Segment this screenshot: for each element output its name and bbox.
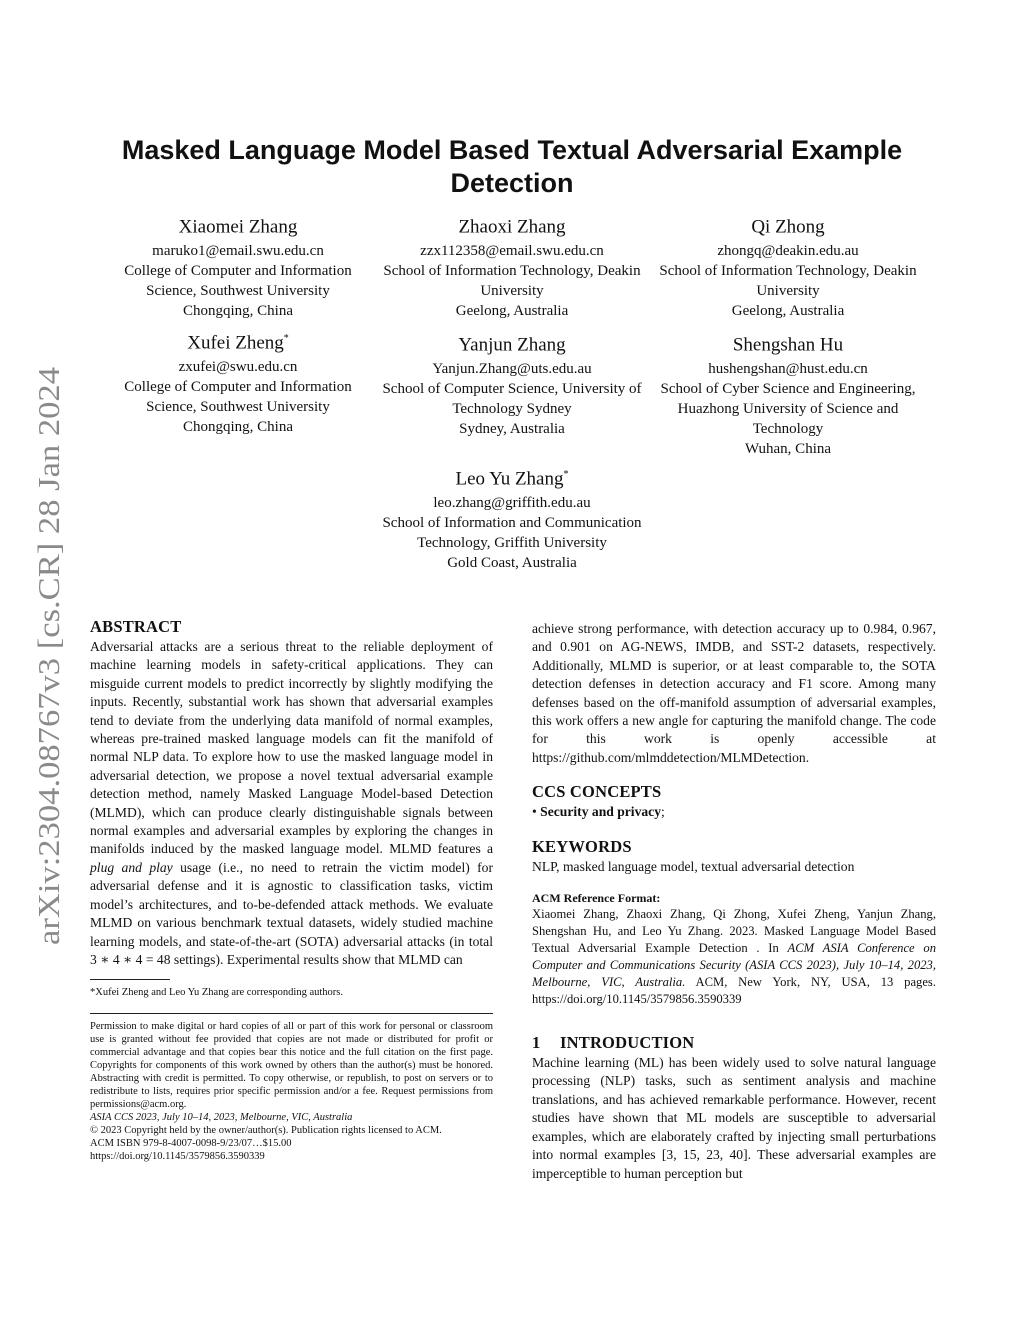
ccs-item: • Security and privacy; bbox=[532, 804, 665, 820]
permission-block bbox=[90, 1020, 493, 1163]
author-location: Sydney, Australia bbox=[459, 421, 565, 438]
author-email: leo.zhang@griffith.edu.au bbox=[433, 495, 591, 512]
paper-title: Masked Language Model Based Textual Adversarial Example Detection bbox=[121, 135, 903, 198]
introduction-heading: 1 INTRODUCTION bbox=[532, 1033, 695, 1053]
author-email: Yanjun.Zhang@uts.edu.au bbox=[432, 361, 592, 378]
author-location: Gold Coast, Australia bbox=[447, 555, 577, 572]
keywords-heading: KEYWORDS bbox=[532, 836, 632, 856]
doi-line[interactable]: https://doi.org/10.1145/3579856.3590339 bbox=[90, 1151, 265, 1163]
reference-format-text: Xiaomei Zhang, Zhaoxi Zhang, Qi Zhong, Xufei Zheng, Yanjun Zhang, Shengshan Hu, and Leo Yu Zhang. 2023. Masked Language Model Based Textual Adversarial Example Detection . In ACM ASIA Conference on Computer and Communications Security (ASIA CCS 2023), July 10–14, 2023, Melbourne, VIC, Australia. ACM, New York, NY, USA, 13 pages. https://doi.org/10.1145/3579856.3590339 bbox=[532, 907, 936, 1007]
footnote-rule bbox=[90, 979, 170, 980]
author-name: Zhaoxi Zhang bbox=[458, 216, 566, 238]
author-affiliation: School of Information Technology, Deakin University bbox=[659, 263, 917, 300]
abstract-continued: achieve strong performance, with detection accuracy up to 0.984, 0.967, and 0.901 on AG-NEWS, IMDB, and SST-2 datasets, respectively. Additionally, MLMD is superior, or at least comparable to, the SOTA detection defenses in detection accuracy and F1 score. Among many defenses based on the off-manifold assumption of adversarial examples, this work offers a new angle for capturing the manifold change. The code for this work is openly accessible at https://github.com/mlmddetection/MLMDetection. bbox=[532, 621, 936, 765]
author-affiliation: School of Cyber Science and Engineering, Huazhong University of Science and Technology bbox=[660, 381, 916, 438]
author-affiliation: College of Computer and Information Science, Southwest University bbox=[124, 379, 352, 416]
author-block bbox=[377, 463, 647, 573]
permission-text: Permission to make digital or hard copies of all or part of this work for personal or classroom use is granted without fee provided that copies are not made or distributed for profit or commercial advantage and that copies bear this notice and the full citation on the first page. Copyrights for components of this work owned by others than the author(s) must be honored. Abstracting with credit is permitted. To copy otherwise, or republish, to post on servers or to redistribute to lists, requires prior specific permission and/or a fee. Request permissions from permissions@acm.org. bbox=[90, 1021, 493, 1111]
abstract-text: Adversarial attacks are a serious threat to the reliable deployment of machine learning models in safety-critical applications. They can misguide current models to predict incorrectly by slightly modifying the inputs. Recently, substantial work has shown that adversarial examples tend to deviate from the underlying data manifold of normal examples, whereas pre-trained masked language models can fit the manifold of normal NLP data. To explore how to use the masked language model in adversarial detection, we propose a novel textual adversarial example detection method, namely Masked Language Model-based Detection (MLMD), which can produce clearly distinguishable signals between normal examples and adversarial examples by exploring the changes in manifolds induced by the masked language model. MLMD features a plug and play usage (i.e., no need to retrain the victim model) for adversarial defense and it is agnostic to classification tasks, victim model’s architectures, and to-be-defended attack methods. We evaluate MLMD on various benchmark textual datasets, widely studied machine learning models, and state-of-the-art (SOTA) adversarial attacks (in total 3 ∗ 4 ∗ 4 = 48 settings). Experimental results show that MLMD can bbox=[90, 639, 493, 967]
author-block bbox=[653, 327, 923, 459]
author-affiliation: College of Computer and Information Science, Southwest University bbox=[124, 263, 352, 300]
venue-line: ASIA CCS 2023, July 10–14, 2023, Melbourne, VIC, Australia bbox=[90, 1112, 353, 1124]
author-affiliation: School of Information and Communication Technology, Griffith University bbox=[382, 515, 642, 552]
author-location: Chongqing, China bbox=[182, 419, 293, 436]
author-affiliation: School of Computer Science, University of Technology Sydney bbox=[382, 381, 642, 418]
author-name: Qi Zhong bbox=[751, 216, 825, 238]
author-affiliation: School of Information Technology, Deakin University bbox=[383, 263, 641, 300]
author-name: Leo Yu Zhang* bbox=[455, 468, 569, 490]
author-email: zhongq@deakin.edu.au bbox=[717, 243, 859, 260]
left-column bbox=[90, 616, 493, 1163]
arxiv-id: arXiv:2304.08767v3 [cs.CR] 28 Jan 2024 bbox=[32, 435, 66, 945]
author-name: Shengshan Hu bbox=[732, 334, 844, 356]
reference-format-heading: ACM Reference Format: bbox=[532, 891, 661, 906]
corresponding-author-footnote: *Xufei Zheng and Leo Yu Zhang are corresponding authors. bbox=[90, 987, 343, 999]
author-email: maruko1@email.swu.edu.cn bbox=[152, 243, 324, 260]
arxiv-stamp bbox=[28, 360, 68, 950]
author-name: Xufei Zheng* bbox=[187, 332, 289, 354]
author-block bbox=[653, 209, 923, 321]
author-block bbox=[377, 327, 647, 439]
permission-rule bbox=[90, 1013, 493, 1014]
author-email: zxufei@swu.edu.cn bbox=[178, 359, 298, 376]
author-location: Geelong, Australia bbox=[455, 303, 569, 320]
ccs-heading: CCS CONCEPTS bbox=[532, 782, 662, 802]
keywords-text: NLP, masked language model, textual adversarial detection bbox=[532, 858, 855, 874]
author-email: hushengshan@hust.edu.cn bbox=[708, 361, 868, 378]
author-block bbox=[103, 327, 373, 437]
author-name: Xiaomei Zhang bbox=[178, 216, 298, 238]
abstract-heading: ABSTRACT bbox=[90, 617, 182, 636]
introduction-text: Machine learning (ML) has been widely used to solve natural language processing (NLP) tasks, such as sentiment analysis and machine translations, and has achieved remarkable performance. However, recent studies have shown that ML models are susceptible to adversarial examples, which are elaborately crafted by injecting small perturbations into normal examples [3, 15, 23, 40]. These adversarial examples are imperceptible to human perception but bbox=[532, 1055, 936, 1181]
author-location: Chongqing, China bbox=[182, 303, 293, 320]
author-block bbox=[103, 209, 373, 321]
isbn-line: ACM ISBN 979-8-4007-0098-9/23/07…$15.00 bbox=[90, 1138, 292, 1150]
author-block bbox=[377, 209, 647, 321]
copyright-line: © 2023 Copyright held by the owner/author(s). Publication rights licensed to ACM. bbox=[90, 1125, 442, 1137]
author-name: Yanjun Zhang bbox=[458, 334, 566, 356]
author-location: Geelong, Australia bbox=[731, 303, 845, 320]
author-location: Wuhan, China bbox=[744, 441, 832, 458]
right-column bbox=[532, 620, 936, 1183]
author-email: zzx112358@email.swu.edu.cn bbox=[420, 243, 604, 260]
